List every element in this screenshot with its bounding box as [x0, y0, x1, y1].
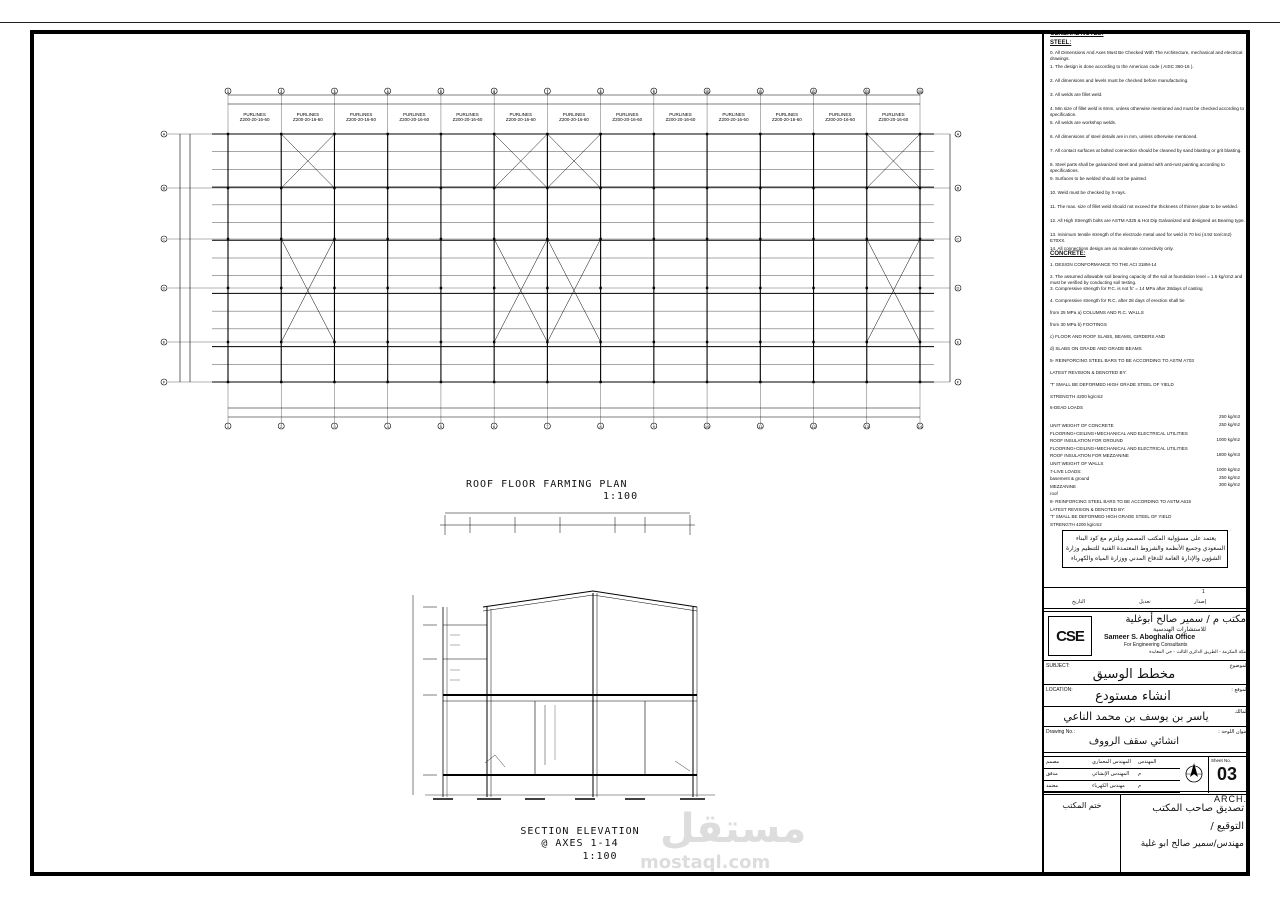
column-mark — [812, 133, 814, 135]
signature-cell: مهندس الكهرباء — [1092, 783, 1125, 789]
purlin-label: Z200-20-16-60 — [292, 117, 323, 122]
north-arrow-icon — [1184, 759, 1204, 789]
owner-value: ياسر بن يوسف بن محمد الناعي — [1063, 710, 1209, 723]
column-mark — [333, 287, 335, 289]
grid-label: 9 — [652, 89, 655, 94]
concrete-note-item: 1. DESIGN CONFORMANCE TO THE ACI 318M-14 — [1050, 262, 1157, 267]
grid-label: 13 — [864, 424, 869, 429]
column-mark — [227, 341, 229, 343]
revision-table — [1044, 587, 1250, 609]
general-notes-title: GENERAL NOTES: — [1050, 31, 1104, 37]
approval-line1: تصديق صاحب المكتب — [1152, 803, 1244, 814]
grid-label: 1 — [226, 424, 230, 429]
load-label: FLOORING+CEILING+MECHANICAL AND ELECTRICAL UTILITIES — [1050, 445, 1188, 451]
signature-cell: مصمم — [1046, 759, 1060, 765]
watermark-logo: مستقل — [660, 806, 807, 852]
column-mark — [759, 133, 761, 135]
purlin-label: PURLINES — [456, 112, 479, 117]
grid-label: D — [956, 285, 960, 291]
load-label: ROOF INSULATION FOR GROUND — [1050, 438, 1123, 444]
column-mark — [599, 381, 601, 383]
office-address: مكة المكرمة - الطريق الدائري الثالث - حي المعابدة — [1149, 650, 1246, 655]
column-mark — [333, 381, 335, 383]
concrete-note-item: 'T' SMALL BE DEFORMED HIGH GRADE STEEL OF YIELD — [1050, 382, 1174, 387]
column-mark — [866, 341, 868, 343]
watermark-url: mostaql.com — [640, 852, 771, 873]
column-mark — [440, 341, 442, 343]
column-mark — [333, 238, 335, 240]
steel-note-item: 2. All dimensions and levels must be checked before manufacturing. — [1050, 78, 1189, 83]
location-label-en: LOCATION: — [1046, 687, 1073, 693]
signature-table — [1044, 756, 1250, 792]
steel-note-item: 0. All Dimensions And Axes Must Be Checked With The Architecture, mechanical and electrical drawings. — [1050, 50, 1243, 61]
purlin-label: PURLINES — [403, 112, 426, 117]
drawing-value: انشائي سقف الرووف — [1088, 736, 1180, 747]
steel-note-item: 7. All contact surfaces at bolted connection should be cleaned by sand blasting or grit blasting. — [1050, 148, 1242, 153]
dead-loads-title: 6-DEAD LOADS — [1050, 405, 1084, 410]
grid-label: A — [162, 131, 166, 137]
column-mark — [386, 133, 388, 135]
purlin-label: Z200-20-16-60 — [665, 117, 696, 122]
grid-label: 5 — [439, 89, 443, 94]
owner-label: المالك — [1234, 709, 1248, 715]
column-mark — [706, 238, 708, 240]
load-label: roof — [1050, 491, 1058, 497]
grid-label: F — [162, 379, 166, 385]
column-mark — [440, 287, 442, 289]
column-mark — [919, 341, 921, 343]
grid-label: 6 — [493, 89, 496, 94]
column-mark — [546, 381, 548, 383]
column-mark — [599, 341, 601, 343]
column-mark — [706, 133, 708, 135]
load-label: 7-LIVE LOADS: — [1050, 468, 1082, 474]
grid-label: 4 — [386, 89, 389, 94]
grid-label: E — [956, 339, 960, 345]
column-mark — [866, 287, 868, 289]
sheet-label: Sheet No. — [1211, 758, 1232, 763]
steel-note-item: 1. The design is done according to the American code ( AISC 360-16 ). — [1050, 64, 1194, 69]
column-mark — [919, 381, 921, 383]
stamp-line: السعودي وجميع الأنظمة والشروط المعتمدة الفنية للتنظيم وزارة — [1066, 545, 1225, 552]
load-label: UNIT WEIGHT OF CONCRETE — [1050, 423, 1114, 428]
grid-label: 12 — [811, 89, 816, 94]
concrete-note-item: 4. Compressive strength for R.C. after 28 days of erection shall be — [1050, 298, 1185, 303]
column-mark — [280, 341, 282, 343]
signature-cell: م — [1138, 771, 1142, 777]
purlin-label: PURLINES — [615, 112, 639, 117]
steel-note-item: 6. All dimensions of steel details are in mm, unless otherwise mentioned. — [1050, 134, 1198, 139]
steel-note-item: 9. Surfaces to be welded should not be painted. — [1050, 176, 1148, 181]
column-mark — [866, 133, 868, 135]
signature-cell: المهندس — [1138, 759, 1157, 765]
concrete-note-item: 3. Compressive strength for P.C. is not fc' = 14 MPa after 28days of casting — [1050, 286, 1203, 291]
column-mark — [706, 187, 708, 189]
steel-note-item: 13. minimum tensile strength of the electrode metal used for weld is 70 ksi (4.92 ton/cm2) E70XX. — [1050, 232, 1232, 243]
owner-row — [1044, 707, 1250, 727]
column-mark — [599, 287, 601, 289]
column-mark — [546, 238, 548, 240]
office-logo — [1048, 616, 1092, 656]
column-mark — [866, 238, 868, 240]
purlin-label: Z200-20-16-60 — [399, 117, 430, 122]
column-mark — [812, 381, 814, 383]
column-mark — [493, 187, 495, 189]
column-mark — [386, 187, 388, 189]
stamp-line: يعتمد على مسؤولية المكتب المصمم ويلتزم مع كود البناء — [1075, 535, 1217, 542]
column-mark — [227, 287, 229, 289]
signature-cell: المهندس المعماري — [1092, 759, 1131, 765]
load-value: 250 kg/m2 — [1218, 421, 1240, 427]
roof-framing-plan — [150, 80, 980, 440]
column-mark — [653, 381, 655, 383]
grid-label: 9 — [652, 424, 655, 429]
column-mark — [653, 238, 655, 240]
location-label-ar: الموقع : — [1231, 687, 1248, 693]
column-mark — [493, 287, 495, 289]
column-mark — [227, 381, 229, 383]
column-mark — [440, 238, 442, 240]
purlin-label: PURLINES — [669, 112, 692, 117]
drawing-title-row — [1044, 727, 1250, 753]
purlin-label: PURLINES — [562, 112, 586, 117]
purlin-label: Z200-20-16-60 — [505, 117, 536, 122]
column-mark — [599, 187, 601, 189]
purlin-label: PURLINES — [882, 112, 905, 117]
column-mark — [919, 238, 921, 240]
load-value: 250 kg/m2 — [1218, 474, 1240, 480]
office-logo-text: CSE — [1056, 627, 1084, 645]
purlin-label: Z200-20-16-60 — [559, 117, 589, 122]
column-mark — [386, 341, 388, 343]
load-label: 'T' SMALL BE DEFORMED HIGH GRADE STEEL OF YIELD — [1050, 514, 1172, 520]
column-mark — [546, 287, 548, 289]
column-mark — [759, 381, 761, 383]
plan-title: ROOF FLOOR FARMING PLAN — [466, 479, 628, 490]
column-mark — [546, 133, 548, 135]
signature-row — [1044, 757, 1180, 769]
grid-label: 2 — [280, 424, 283, 429]
column-mark — [919, 287, 921, 289]
column-mark — [812, 238, 814, 240]
load-value: 1800 kg/m3 — [1216, 452, 1240, 457]
location-row — [1044, 685, 1250, 707]
subject-value: مخطط الوسيق — [1092, 667, 1176, 682]
concrete-note-item: from 30 MPa b) FOOTINGS — [1050, 322, 1107, 327]
grid-label: 2 — [280, 89, 283, 94]
grid-label: 11 — [758, 424, 763, 429]
grid-label: 4 — [386, 424, 389, 429]
load-value: 250 kg/m3 — [1218, 414, 1240, 419]
column-mark — [759, 187, 761, 189]
signature-cell: المهندس الإنشائي — [1092, 771, 1130, 777]
load-label: ROOF INSULATION FOR MEZZANINE — [1050, 453, 1129, 459]
grid-label: 14 — [917, 424, 923, 429]
grid-label: C — [956, 236, 960, 242]
load-label: MEZZANINE — [1050, 483, 1077, 489]
signature-cell: معتمد — [1046, 783, 1059, 789]
grid-label: 6 — [493, 424, 496, 429]
signature-cell: م — [1138, 783, 1142, 789]
load-label: basement & ground — [1050, 476, 1090, 482]
purlin-label: PURLINES — [509, 112, 533, 117]
subject-label-ar: الموضوع — [1229, 663, 1248, 669]
concrete-note-item: LATEST REVISION & DENOTED BY: — [1050, 370, 1127, 375]
concrete-note-item: STRENGTH 4200 kg/cm2 — [1050, 394, 1103, 399]
column-mark — [333, 187, 335, 189]
column-mark — [759, 341, 761, 343]
grid-label: F — [956, 379, 960, 385]
load-value: 1000 kg/m2 — [1216, 467, 1240, 473]
concrete-note-item: from 25 MPa a) COLUMNS AND R.C. WALLS — [1050, 310, 1144, 315]
purlin-label: PURLINES — [775, 112, 799, 117]
concrete-notes-list — [1044, 262, 1252, 412]
column-mark — [759, 238, 761, 240]
dimension-line — [440, 505, 700, 545]
office-block — [1044, 611, 1250, 661]
steel-notes-title: STEEL: — [1050, 40, 1072, 46]
column-mark — [280, 187, 282, 189]
grid-label: A — [956, 131, 960, 137]
purlin-label: PURLINES — [828, 112, 852, 117]
location-value: انشاء مستودع — [1095, 689, 1171, 704]
concrete-note-item: 5- REINFORCING STEEL BARS TO BE ACCORDING TO ASTM A703 — [1050, 358, 1194, 363]
approval-block — [1044, 794, 1250, 872]
signature-cell: مدقق — [1046, 771, 1058, 777]
load-row — [1050, 513, 1240, 531]
purlin-label: PURLINES — [349, 112, 373, 117]
grid-label: 7 — [546, 424, 549, 429]
grid-label: 8 — [599, 424, 602, 429]
load-value: 1000 kg/m2 — [1216, 436, 1240, 442]
purlin-label: PURLINES — [243, 112, 266, 117]
grid-label: E — [162, 339, 166, 345]
column-mark — [386, 287, 388, 289]
section-scale: 1:100 — [582, 851, 618, 862]
stamp-line: الشؤون والإدارة العامة للدفاع المدني ووزارة المياه والكهرباء — [1071, 555, 1221, 562]
top-rule — [0, 22, 1280, 23]
column-mark — [440, 381, 442, 383]
office-sub-en: For Engineering Consultants — [1124, 642, 1188, 648]
purlin-label: Z200-20-16-60 — [718, 117, 749, 122]
column-mark — [227, 187, 229, 189]
load-label: UNIT WEIGHT OF WALLS — [1050, 461, 1104, 466]
title-block-panel — [1042, 30, 1250, 876]
grid-label: 14 — [917, 89, 923, 94]
approval-divider — [1120, 795, 1121, 873]
office-stamp-label: ختم المكتب — [1062, 801, 1102, 810]
purlin-label: Z200-20-16-60 — [239, 117, 270, 122]
section-title: SECTION ELEVATION — [520, 826, 640, 837]
grid-label: D — [162, 285, 166, 291]
grid-label: 8 — [599, 89, 602, 94]
revision-label: إصدار — [1194, 599, 1207, 605]
column-mark — [812, 341, 814, 343]
column-mark — [280, 287, 282, 289]
column-mark — [653, 133, 655, 135]
purlin-label: Z200-20-16-60 — [878, 117, 909, 122]
concrete-note-item: d) SLABS ON GRADE AND GRADE BEAMS — [1050, 346, 1142, 351]
subject-label-en: SUBJECT: — [1046, 663, 1070, 669]
approval-line3: مهندس/سمير صالح ابو غلية — [1140, 839, 1244, 849]
sheet-type: ARCH. — [1214, 794, 1248, 804]
column-mark — [227, 238, 229, 240]
column-mark — [706, 381, 708, 383]
steel-note-item: 3. All welds are fillet weld. — [1050, 92, 1103, 97]
concrete-notes-title: CONCRETE: — [1050, 251, 1086, 257]
sheet-number-box — [1208, 757, 1250, 793]
purlin-label: PURLINES — [722, 112, 745, 117]
load-label: LATEST REVISION & DENOTED BY: — [1050, 506, 1126, 512]
column-mark — [866, 187, 868, 189]
drawing-label-ar: عنوان اللوحة : — [1218, 729, 1248, 735]
grid-label: 1 — [226, 89, 230, 94]
column-mark — [440, 187, 442, 189]
purlin-label: PURLINES — [296, 112, 320, 117]
office-name-en: Sameer S. Aboghalia Office — [1104, 634, 1196, 641]
column-mark — [812, 187, 814, 189]
signature-row — [1044, 769, 1180, 781]
column-mark — [333, 133, 335, 135]
date-label: التاريخ — [1072, 599, 1085, 605]
column-mark — [386, 381, 388, 383]
column-mark — [706, 287, 708, 289]
column-mark — [919, 133, 921, 135]
steel-note-item: 12. All High Strength bolts are ASTM A325 & Hot Dip Galvanized and designed as Bearing type. — [1050, 218, 1245, 223]
grid-label: 10 — [704, 89, 710, 94]
load-label: STRENGTH 4200 kg/cm2 — [1050, 521, 1102, 527]
subject-row — [1044, 661, 1250, 685]
signature-row — [1044, 781, 1180, 793]
column-mark — [599, 238, 601, 240]
steel-note-item: 4. Min size of fillet weld is 6mm, unless otherwise mentioned and must be checked according to specification. — [1050, 106, 1245, 117]
grid-label: B — [956, 185, 960, 191]
grid-label: 12 — [811, 424, 816, 429]
column-mark — [546, 341, 548, 343]
column-mark — [599, 133, 601, 135]
grid-label: B — [162, 185, 166, 191]
column-mark — [386, 238, 388, 240]
revision-number: 1 — [1202, 589, 1205, 595]
plan-scale: 1:100 — [603, 491, 639, 502]
drawing-label-en: Drawing No.: — [1046, 729, 1075, 735]
column-mark — [546, 187, 548, 189]
column-mark — [919, 187, 921, 189]
column-mark — [227, 133, 229, 135]
office-sub-ar: للاستشارات الهندسية — [1153, 626, 1206, 633]
approval-line2: التوقيع / — [1210, 821, 1244, 832]
column-mark — [280, 381, 282, 383]
column-mark — [493, 341, 495, 343]
grid-label: 5 — [439, 424, 443, 429]
concrete-note-item: 2. The assumed allowable soil bearing capacity of the soil at foundation level = 1.5 kg/cm2 and must be verified by conducting soil testing. — [1050, 274, 1243, 285]
column-mark — [653, 187, 655, 189]
column-mark — [493, 238, 495, 240]
column-mark — [493, 381, 495, 383]
grid-label: 10 — [704, 424, 710, 429]
grid-label: 3 — [333, 89, 336, 94]
concrete-note-item: c) FLOOR AND ROOF SLABS, BEAMS, GIRDERS AND — [1050, 334, 1166, 339]
loads-list — [1044, 414, 1252, 527]
authority-stamp-box — [1062, 530, 1228, 568]
column-mark — [280, 238, 282, 240]
column-mark — [493, 133, 495, 135]
purlin-label: Z200-20-16-60 — [825, 117, 856, 122]
purlin-label: Z200-20-16-60 — [452, 117, 483, 122]
steel-note-item: 11. The max. size of fillet weld should not exceed the thickness of thinner plate to be welded. — [1050, 204, 1239, 209]
section-elevation — [405, 585, 765, 825]
edit-label: تعديل — [1139, 599, 1151, 605]
office-name-ar: مكتب م / سمير صالح أبوغلية — [1125, 614, 1246, 625]
steel-note-item: 14. All connections design are as moderate connectivity only. — [1050, 246, 1174, 251]
column-mark — [280, 133, 282, 135]
column-mark — [866, 381, 868, 383]
column-mark — [653, 341, 655, 343]
grid-label: 7 — [546, 89, 549, 94]
purlin-label: Z200-20-16-60 — [346, 117, 376, 122]
sheet-number: 03 — [1217, 764, 1238, 784]
load-label: 8- REINFORCING STEEL BARS TO BE ACCORDING TO ASTM A615 — [1050, 499, 1192, 504]
steel-notes-list — [1044, 50, 1252, 260]
column-mark — [333, 341, 335, 343]
grid-label: C — [162, 236, 166, 242]
column-mark — [812, 287, 814, 289]
steel-note-item: 10. Weld must be checked by X-rays. — [1050, 190, 1127, 195]
steel-note-item: 5. All welds are workshop welds. — [1050, 120, 1117, 125]
purlin-label: Z200-20-16-60 — [772, 117, 802, 122]
section-axes: @ AXES 1-14 — [541, 838, 619, 849]
grid-label: 3 — [333, 424, 336, 429]
load-value: 300 kg/m2 — [1218, 482, 1240, 488]
steel-note-item: 8. Steel parts shall be galvanized steel and painted with anti-rust painting according to specifications. — [1050, 162, 1225, 173]
column-mark — [440, 133, 442, 135]
grid-label: 13 — [864, 89, 869, 94]
column-mark — [653, 287, 655, 289]
grid-label: 11 — [758, 89, 763, 94]
purlin-label: Z200-20-16-60 — [612, 117, 643, 122]
load-label: FLOORING+CEILING+MECHANICAL AND ELECTRICAL UTILITIES — [1050, 430, 1188, 436]
column-mark — [706, 341, 708, 343]
column-mark — [759, 287, 761, 289]
